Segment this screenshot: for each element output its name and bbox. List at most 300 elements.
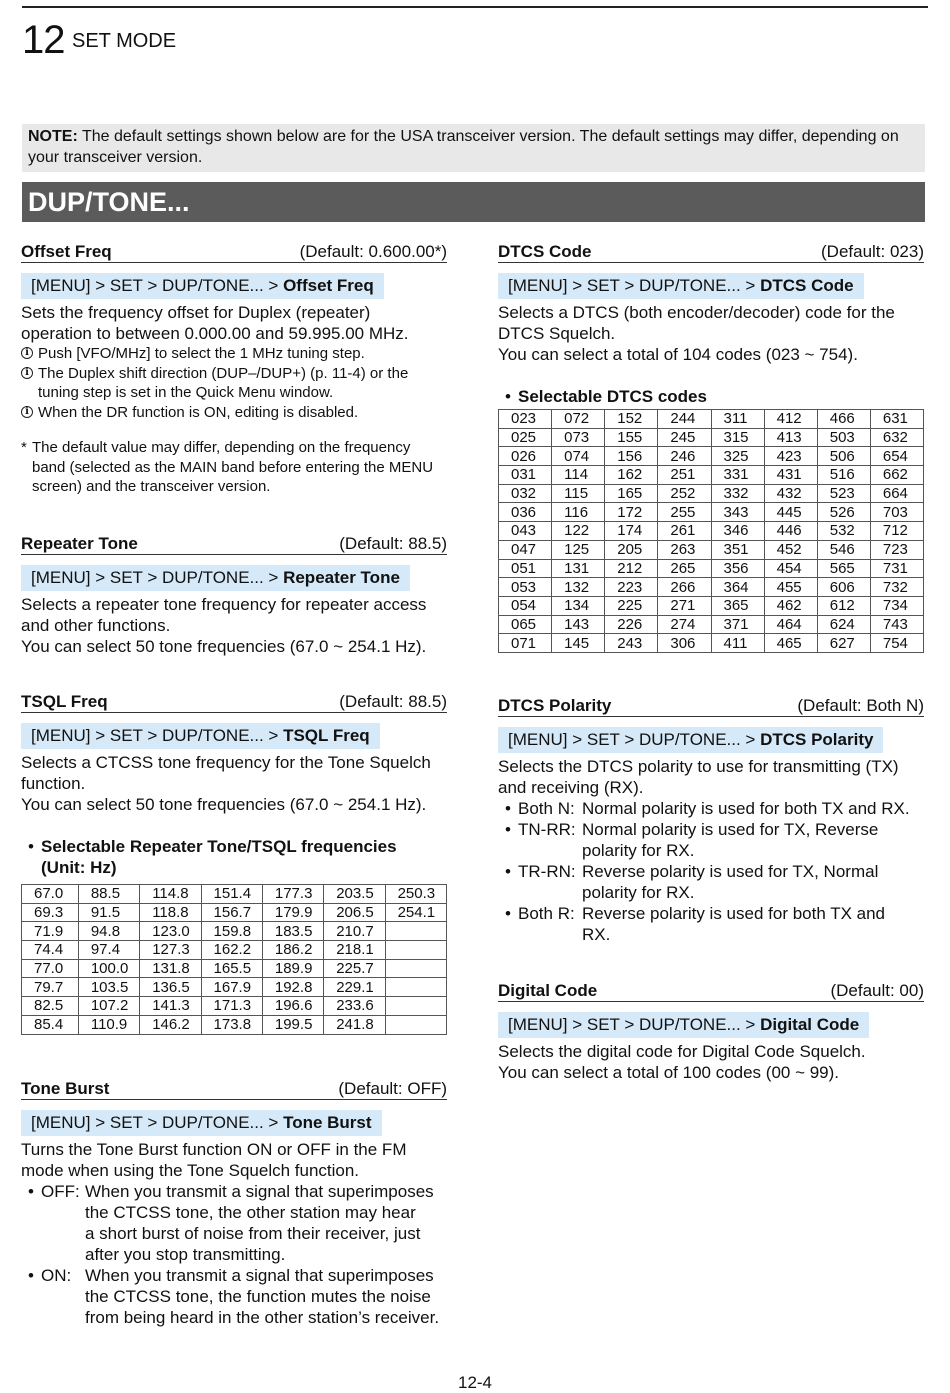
- tone-cell: 151.4: [201, 885, 262, 904]
- dtcs-polarity-section: [498, 694, 924, 945]
- info-text: When the DR function is ON, editing is disabled.: [38, 403, 359, 421]
- menu-path-prefix: [MENU] > SET > DUP/TONE... >: [31, 568, 284, 587]
- menu-path-prefix: [MENU] > SET > DUP/TONE... >: [508, 276, 761, 295]
- dtcs-polarity-header: [498, 694, 924, 717]
- dtcs-cell: 734: [870, 596, 923, 615]
- dtcs-cell: 454: [764, 559, 817, 578]
- option-key: TN-RR:: [518, 820, 576, 839]
- dtcs-cell: 332: [711, 484, 764, 503]
- dtcs-cell: 465: [764, 634, 817, 653]
- offset-freq-menu-path: [21, 273, 384, 299]
- dtcs-polarity-title: DTCS Polarity: [498, 696, 612, 715]
- tone-cell: 136.5: [140, 978, 201, 997]
- tone-table-title: [21, 836, 447, 857]
- tsql-freq-description: [21, 752, 447, 815]
- dtcs-code-description: [498, 302, 924, 365]
- dtcs-cell: 155: [605, 428, 658, 447]
- tone-cell: 77.0: [22, 959, 79, 978]
- tone-cell: 196.6: [262, 997, 323, 1016]
- table-row: [499, 634, 924, 653]
- menu-path-item: TSQL Freq: [283, 726, 370, 745]
- dtcs-cell: 226: [605, 615, 658, 634]
- tone-cell: 233.6: [324, 997, 385, 1016]
- option-line: Reverse polarity is used for both TX and: [582, 904, 886, 923]
- dtcs-cell: 266: [658, 578, 711, 597]
- dtcs-cell: 315: [711, 428, 764, 447]
- offset-freq-title: Offset Freq: [21, 242, 112, 261]
- dtcs-cell: 506: [817, 447, 870, 466]
- chapter-number: 12: [22, 18, 65, 62]
- info-text: The Duplex shift direction (DUP–/DUP+) (p. 11-4) or the tuning step is set in the Quick Menu window.: [38, 364, 409, 401]
- desc-line: function.: [21, 774, 86, 793]
- dtcs-cell: 627: [817, 634, 870, 653]
- menu-path-prefix: [MENU] > SET > DUP/TONE... >: [31, 276, 284, 295]
- dtcs-cell: 732: [870, 578, 923, 597]
- tone-cell: 91.5: [78, 903, 139, 922]
- table-row: [499, 503, 924, 522]
- dtcs-cell: 152: [605, 410, 658, 429]
- tone-cell: 206.5: [324, 903, 385, 922]
- dtcs-cell: 754: [870, 634, 923, 653]
- option-line: polarity for RX.: [582, 883, 695, 902]
- option-line: RX.: [582, 925, 611, 944]
- dtcs-cell: 306: [658, 634, 711, 653]
- menu-path-prefix: [MENU] > SET > DUP/TONE... >: [31, 1113, 284, 1132]
- option-key: OFF:: [41, 1182, 80, 1201]
- menu-path-item: Digital Code: [760, 1015, 860, 1034]
- dtcs-cell: 073: [552, 428, 605, 447]
- dtcs-cell: 212: [605, 559, 658, 578]
- menu-path-prefix: [MENU] > SET > DUP/TONE... >: [508, 1015, 761, 1034]
- dtcs-cell: 043: [499, 522, 552, 541]
- tone-cell: 189.9: [262, 959, 323, 978]
- tone-burst-description: [21, 1139, 447, 1181]
- option-item: [21, 1181, 447, 1265]
- bullet-dot: •: [505, 799, 511, 818]
- tone-cell: 159.8: [201, 922, 262, 941]
- dtcs-cell: 446: [764, 522, 817, 541]
- dtcs-cell: 054: [499, 596, 552, 615]
- tone-cell: 85.4: [22, 1015, 79, 1034]
- tone-table-unit-text: (Unit: Hz): [41, 858, 117, 877]
- menu-path-item: Tone Burst: [283, 1113, 372, 1132]
- footnote-text: The default value may differ, depending on the frequency band (selected as the MAIN band before entering the MENU screen) and the transceiver version.: [32, 439, 434, 495]
- tone-cell: 131.8: [140, 959, 201, 978]
- dtcs-cell: 156: [605, 447, 658, 466]
- desc-line: Selects the DTCS polarity to use for transmitting (TX): [498, 757, 899, 776]
- dtcs-table-title: [498, 386, 924, 407]
- option-item: [21, 1265, 447, 1328]
- table-row: [499, 522, 924, 541]
- dtcs-cell: 462: [764, 596, 817, 615]
- tone-cell: 162.2: [201, 941, 262, 960]
- dtcs-cell: 523: [817, 484, 870, 503]
- dtcs-cell: 114: [552, 466, 605, 485]
- option-key: TR-RN:: [518, 862, 576, 881]
- tone-cell: 94.8: [78, 922, 139, 941]
- tone-cell: 167.9: [201, 978, 262, 997]
- header-rule: [22, 6, 928, 8]
- dtcs-cell: 145: [552, 634, 605, 653]
- desc-line: Sets the frequency offset for Duplex (repeater): [21, 303, 371, 322]
- dtcs-cell: 431: [764, 466, 817, 485]
- menu-path-item: Repeater Tone: [283, 568, 400, 587]
- tone-burst-options: [21, 1181, 447, 1328]
- table-row: [22, 1015, 447, 1034]
- tone-cell: [385, 997, 446, 1016]
- tsql-freq-title: TSQL Freq: [21, 692, 108, 711]
- dtcs-polarity-default: (Default: Both N): [797, 696, 924, 715]
- repeater-tone-menu-path: [21, 565, 410, 591]
- tone-cell: 171.3: [201, 997, 262, 1016]
- dtcs-cell: 712: [870, 522, 923, 541]
- dtcs-cell: 031: [499, 466, 552, 485]
- dtcs-polarity-options: [498, 798, 924, 945]
- tone-cell: 210.7: [324, 922, 385, 941]
- dtcs-code-table: [498, 409, 924, 653]
- note-box: [22, 124, 925, 172]
- dtcs-cell: 263: [658, 540, 711, 559]
- offset-freq-default: (Default: 0.600.00*): [299, 242, 447, 261]
- menu-path-item: DTCS Polarity: [760, 730, 874, 749]
- tone-cell: [385, 941, 446, 960]
- dtcs-cell: 364: [711, 578, 764, 597]
- menu-path-prefix: [MENU] > SET > DUP/TONE... >: [31, 726, 284, 745]
- tone-cell: 156.7: [201, 903, 262, 922]
- repeater-tone-description: [21, 594, 447, 657]
- dtcs-cell: 466: [817, 410, 870, 429]
- option-line: from being heard in the other station’s receiver.: [85, 1308, 440, 1327]
- dtcs-cell: 664: [870, 484, 923, 503]
- dtcs-cell: 251: [658, 466, 711, 485]
- table-row: [22, 922, 447, 941]
- table-row: [499, 428, 924, 447]
- dtcs-cell: 325: [711, 447, 764, 466]
- menu-path-item: DTCS Code: [760, 276, 854, 295]
- dtcs-cell: 356: [711, 559, 764, 578]
- dtcs-cell: 255: [658, 503, 711, 522]
- repeater-tone-section: [21, 532, 447, 657]
- table-row: [499, 410, 924, 429]
- section-banner: DUP/TONE...: [22, 182, 925, 222]
- desc-line: You can select 50 tone frequencies (67.0 ~ 254.1 Hz).: [21, 795, 427, 814]
- bullet-dot: •: [28, 837, 34, 856]
- tone-cell: 100.0: [78, 959, 139, 978]
- tone-cell: 241.8: [324, 1015, 385, 1034]
- dtcs-cell: 026: [499, 447, 552, 466]
- bullet-dot: •: [505, 387, 511, 406]
- tsql-freq-header: [21, 690, 447, 713]
- dtcs-cell: 311: [711, 410, 764, 429]
- tone-cell: 186.2: [262, 941, 323, 960]
- option-item: [498, 798, 924, 819]
- dtcs-cell: 225: [605, 596, 658, 615]
- bullet-dot: •: [28, 1266, 34, 1285]
- option-line: When you transmit a signal that superimposes: [85, 1182, 434, 1201]
- tone-cell: 250.3: [385, 885, 446, 904]
- dtcs-cell: 132: [552, 578, 605, 597]
- tone-burst-menu-path: [21, 1110, 382, 1136]
- digital-code-menu-path: [498, 1012, 869, 1038]
- dtcs-cell: 452: [764, 540, 817, 559]
- tone-cell: 179.9: [262, 903, 323, 922]
- dtcs-cell: 032: [499, 484, 552, 503]
- dtcs-cell: 423: [764, 447, 817, 466]
- tone-cell: [385, 1015, 446, 1034]
- table-row: [499, 447, 924, 466]
- dtcs-table-title-text: Selectable DTCS codes: [518, 387, 707, 406]
- dtcs-cell: 546: [817, 540, 870, 559]
- info-text: Push [VFO/MHz] to select the 1 MHz tuning step.: [38, 345, 365, 362]
- dtcs-cell: 371: [711, 615, 764, 634]
- dtcs-code-section: [498, 240, 924, 653]
- table-row: [499, 578, 924, 597]
- dtcs-cell: 122: [552, 522, 605, 541]
- dtcs-cell: 053: [499, 578, 552, 597]
- dtcs-cell: 274: [658, 615, 711, 634]
- desc-line: Selects a CTCSS tone frequency for the Tone Squelch: [21, 753, 431, 772]
- dtcs-cell: 632: [870, 428, 923, 447]
- dtcs-cell: 174: [605, 522, 658, 541]
- option-line: Reverse polarity is used for TX, Normal: [582, 862, 879, 881]
- dtcs-cell: 516: [817, 466, 870, 485]
- digital-code-section: [498, 979, 924, 1083]
- tsql-freq-section: [21, 690, 447, 1035]
- desc-line: mode when using the Tone Squelch function.: [21, 1161, 360, 1180]
- dtcs-cell: 703: [870, 503, 923, 522]
- dtcs-cell: 743: [870, 615, 923, 634]
- dtcs-cell: 047: [499, 540, 552, 559]
- info-icon: i: [21, 347, 33, 359]
- dtcs-cell: 265: [658, 559, 711, 578]
- dtcs-cell: 244: [658, 410, 711, 429]
- page-number: 12-4: [457, 1373, 493, 1392]
- option-key: ON:: [41, 1266, 72, 1285]
- dtcs-cell: 413: [764, 428, 817, 447]
- dtcs-code-title: DTCS Code: [498, 242, 592, 261]
- tone-cell: 127.3: [140, 941, 201, 960]
- tone-cell: 97.4: [78, 941, 139, 960]
- dtcs-cell: 412: [764, 410, 817, 429]
- tone-cell: 103.5: [78, 978, 139, 997]
- table-row: [499, 615, 924, 634]
- dtcs-cell: 246: [658, 447, 711, 466]
- digital-code-description: [498, 1041, 924, 1083]
- offset-freq-section: [21, 240, 447, 497]
- option-line: after you stop transmitting.: [85, 1245, 286, 1264]
- option-item: [498, 819, 924, 861]
- option-key: Both R:: [518, 904, 575, 923]
- tone-cell: 88.5: [78, 885, 139, 904]
- table-row: [499, 596, 924, 615]
- info-icon: i: [21, 406, 33, 418]
- tone-cell: 69.3: [22, 903, 79, 922]
- menu-path-prefix: [MENU] > SET > DUP/TONE... >: [508, 730, 761, 749]
- bullet-dot: •: [505, 862, 511, 881]
- tone-burst-title: Tone Burst: [21, 1079, 110, 1098]
- tone-cell: 229.1: [324, 978, 385, 997]
- tone-burst-section: [21, 1077, 447, 1328]
- tone-cell: 107.2: [78, 997, 139, 1016]
- asterisk-mark: *: [21, 439, 27, 456]
- digital-code-title: Digital Code: [498, 981, 598, 1000]
- tone-cell: 183.5: [262, 922, 323, 941]
- bullet-dot: •: [505, 820, 511, 839]
- tone-cell: 218.1: [324, 941, 385, 960]
- desc-line: You can select a total of 104 codes (023 ~ 754).: [498, 345, 858, 364]
- tone-frequency-table: [21, 884, 447, 1035]
- table-row: [499, 559, 924, 578]
- dtcs-cell: 432: [764, 484, 817, 503]
- table-row: [22, 941, 447, 960]
- tone-cell: 225.7: [324, 959, 385, 978]
- dtcs-cell: 125: [552, 540, 605, 559]
- dtcs-cell: 143: [552, 615, 605, 634]
- dtcs-cell: 455: [764, 578, 817, 597]
- repeater-tone-default: (Default: 88.5): [339, 534, 447, 553]
- dtcs-cell: 654: [870, 447, 923, 466]
- tone-cell: 177.3: [262, 885, 323, 904]
- tone-table-heading: [21, 836, 447, 878]
- dtcs-cell: 131: [552, 559, 605, 578]
- dtcs-cell: 624: [817, 615, 870, 634]
- info-item: [21, 403, 447, 423]
- dtcs-cell: 365: [711, 596, 764, 615]
- dtcs-code-default: (Default: 023): [821, 242, 924, 261]
- dtcs-cell: 565: [817, 559, 870, 578]
- dtcs-code-menu-path: [498, 273, 864, 299]
- dtcs-cell: 331: [711, 466, 764, 485]
- table-row: [499, 484, 924, 503]
- dtcs-cell: 165: [605, 484, 658, 503]
- note-text: The default settings shown below are for the USA transceiver version. The default settings may differ, depending on your transceiver version.: [28, 128, 899, 166]
- dtcs-cell: 723: [870, 540, 923, 559]
- tone-cell: 146.2: [140, 1015, 201, 1034]
- desc-line: You can select 50 tone frequencies (67.0 ~ 254.1 Hz).: [21, 637, 427, 656]
- dtcs-cell: 526: [817, 503, 870, 522]
- option-line: polarity for RX.: [582, 841, 695, 860]
- dtcs-cell: 411: [711, 634, 764, 653]
- dtcs-cell: 252: [658, 484, 711, 503]
- desc-line: Turns the Tone Burst function ON or OFF in the FM: [21, 1140, 407, 1159]
- tone-cell: 118.8: [140, 903, 201, 922]
- tone-table-title-text: Selectable Repeater Tone/TSQL frequencies: [41, 837, 397, 856]
- dtcs-cell: 351: [711, 540, 764, 559]
- tone-cell: 123.0: [140, 922, 201, 941]
- tone-cell: 199.5: [262, 1015, 323, 1034]
- dtcs-cell: 223: [605, 578, 658, 597]
- desc-line: You can select a total of 100 codes (00 ~ 99).: [498, 1063, 840, 1082]
- tone-cell: [385, 978, 446, 997]
- repeater-tone-title: Repeater Tone: [21, 534, 138, 553]
- option-item: [498, 861, 924, 903]
- dtcs-cell: 243: [605, 634, 658, 653]
- dtcs-cell: 606: [817, 578, 870, 597]
- dtcs-cell: 162: [605, 466, 658, 485]
- info-item: [21, 364, 447, 403]
- dtcs-polarity-description: [498, 756, 924, 798]
- dtcs-cell: 051: [499, 559, 552, 578]
- tone-cell: 173.8: [201, 1015, 262, 1034]
- dtcs-polarity-menu-path: [498, 727, 883, 753]
- bullet-dot: •: [505, 904, 511, 923]
- tone-cell: [385, 922, 446, 941]
- desc-line: and other functions.: [21, 616, 171, 635]
- dtcs-cell: 036: [499, 503, 552, 522]
- tsql-freq-default: (Default: 88.5): [339, 692, 447, 711]
- menu-path-item: Offset Freq: [283, 276, 374, 295]
- offset-freq-info-list: [21, 344, 447, 422]
- dtcs-cell: 445: [764, 503, 817, 522]
- table-row: [22, 903, 447, 922]
- tone-cell: 110.9: [78, 1015, 139, 1034]
- option-key: Both N:: [518, 799, 575, 818]
- dtcs-cell: 065: [499, 615, 552, 634]
- tone-cell: 79.7: [22, 978, 79, 997]
- tone-table-unit: [21, 857, 447, 878]
- dtcs-cell: 271: [658, 596, 711, 615]
- offset-freq-description: [21, 302, 447, 344]
- dtcs-cell: 245: [658, 428, 711, 447]
- table-row: [22, 959, 447, 978]
- dtcs-cell: 072: [552, 410, 605, 429]
- table-row: [22, 978, 447, 997]
- dtcs-cell: 346: [711, 522, 764, 541]
- table-row: [22, 997, 447, 1016]
- option-line: a short burst of noise from their receiver, just: [85, 1224, 421, 1243]
- option-line: the CTCSS tone, the other station may hear: [85, 1203, 416, 1222]
- dtcs-cell: 532: [817, 522, 870, 541]
- option-line: Normal polarity is used for TX, Reverse: [582, 820, 879, 839]
- dtcs-cell: 071: [499, 634, 552, 653]
- tone-cell: 141.3: [140, 997, 201, 1016]
- tone-cell: 203.5: [324, 885, 385, 904]
- offset-freq-footnote: [21, 438, 447, 497]
- dtcs-cell: 612: [817, 596, 870, 615]
- tone-cell: [385, 959, 446, 978]
- offset-freq-header: [21, 240, 447, 263]
- table-row: [22, 885, 447, 904]
- tone-cell: 192.8: [262, 978, 323, 997]
- option-line: the CTCSS tone, the function mutes the noise: [85, 1287, 431, 1306]
- chapter-title: SET MODE: [72, 30, 177, 52]
- dtcs-cell: 134: [552, 596, 605, 615]
- bullet-dot: •: [28, 1182, 34, 1201]
- dtcs-cell: 343: [711, 503, 764, 522]
- tone-burst-header: [21, 1077, 447, 1100]
- desc-line: DTCS Squelch.: [498, 324, 616, 343]
- dtcs-cell: 205: [605, 540, 658, 559]
- info-item: [21, 344, 447, 364]
- dtcs-cell: 503: [817, 428, 870, 447]
- desc-line: and receiving (RX).: [498, 778, 644, 797]
- dtcs-cell: 115: [552, 484, 605, 503]
- desc-line: Selects a repeater tone frequency for repeater access: [21, 595, 427, 614]
- dtcs-cell: 662: [870, 466, 923, 485]
- tone-cell: 74.4: [22, 941, 79, 960]
- dtcs-code-header: [498, 240, 924, 263]
- option-line: Normal polarity is used for both TX and RX.: [582, 799, 910, 818]
- table-row: [499, 466, 924, 485]
- option-line: When you transmit a signal that superimposes: [85, 1266, 434, 1285]
- tone-cell: 254.1: [385, 903, 446, 922]
- tone-cell: 165.5: [201, 959, 262, 978]
- digital-code-default: (Default: 00): [830, 981, 924, 1000]
- info-icon: i: [21, 367, 33, 379]
- dtcs-cell: 116: [552, 503, 605, 522]
- tone-cell: 82.5: [22, 997, 79, 1016]
- note-label: NOTE:: [28, 128, 78, 145]
